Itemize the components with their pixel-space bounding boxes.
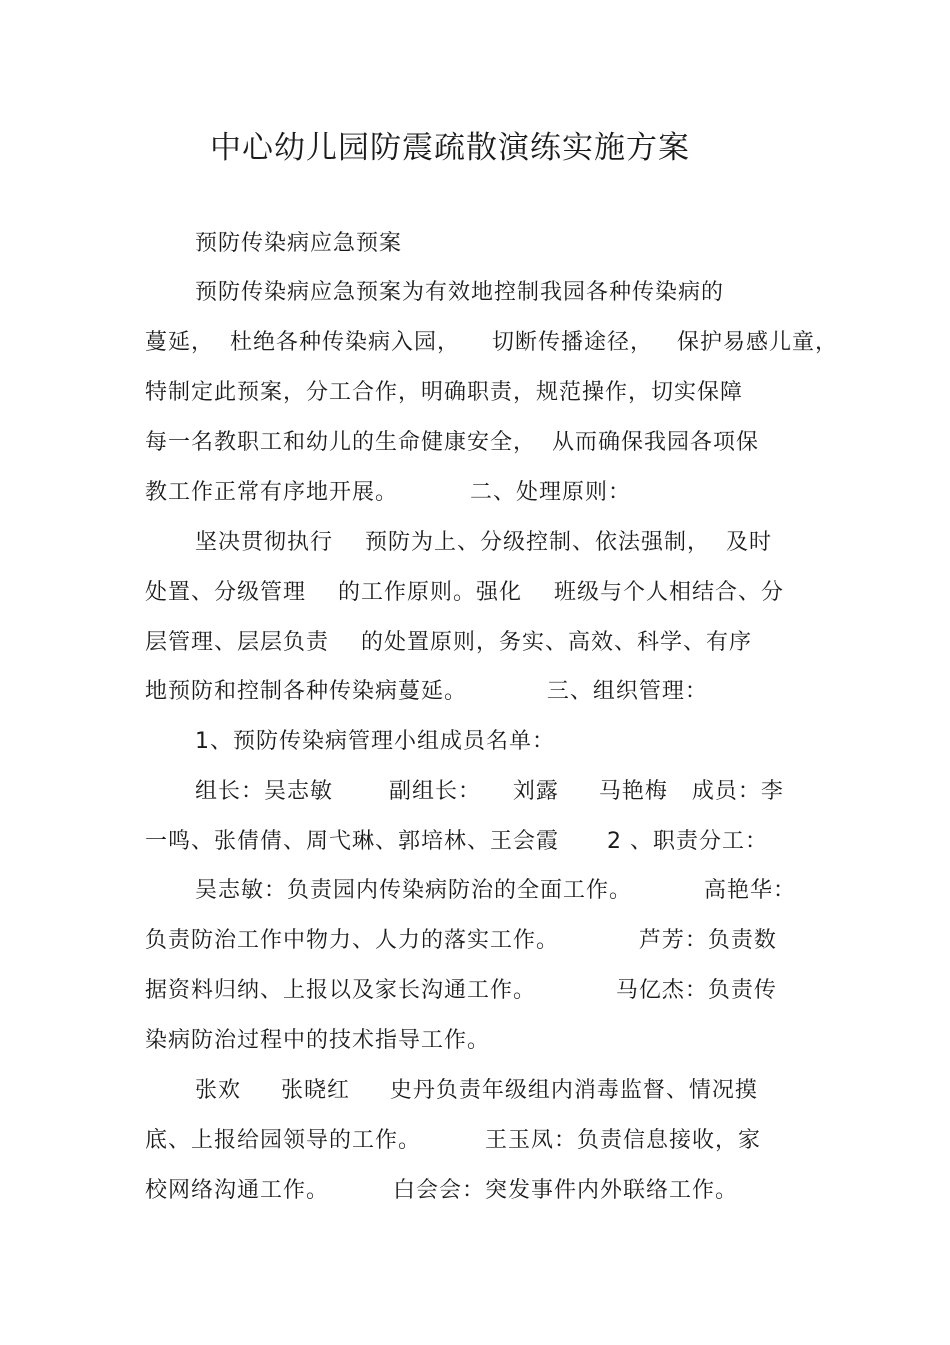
paragraph-line: 染病防治过程中的技术指导工作。 <box>145 1028 491 1053</box>
subtitle-line: 预防传染病应急预案 <box>195 231 403 256</box>
paragraph-line: 特制定此预案，分工合作，明确职责，规范操作，切实保障 <box>145 380 744 405</box>
paragraph-line: 底、上报给园领导的工作。 王玉凤：负责信息接收，家 <box>145 1128 761 1153</box>
paragraph-line: 预防传染病应急预案为有效地控制我园各种传染病的 <box>195 280 725 305</box>
paragraph-line: 负责防治工作中物力、人力的落实工作。 芦芳：负责数 <box>145 928 777 953</box>
paragraph-line: 吴志敏：负责园内传染病防治的全面工作。 高艳华： <box>195 878 796 903</box>
paragraph-line: 组长：吴志敏 副组长： 刘露 马艳梅 成员：李 <box>195 779 784 804</box>
paragraph-line: 一鸣、张倩倩、周弋琳、郭培林、王会霞 2 、职责分工： <box>145 829 768 854</box>
paragraph-line: 蔓延， 杜绝各种传染病入园， 切断传播途径， 保护易感儿童， <box>145 330 838 355</box>
paragraph-line: 张欢 张晓红 史丹负责年级组内消毒监督、情况摸 <box>195 1078 758 1103</box>
paragraph-line: 地预防和控制各种传染病蔓延。 三、组织管理： <box>145 679 708 704</box>
paragraph-line: 处置、分级管理 的工作原则。强化 班级与个人相结合、分 <box>145 580 784 605</box>
paragraph-line: 坚决贯彻执行 预防为上、分级控制、依法强制， 及时 <box>195 530 772 555</box>
document-title: 中心幼儿园防震疏散演练实施方案 <box>210 130 690 166</box>
paragraph-line: 每一名教职工和幼儿的生命健康安全， 从而确保我园各项保 <box>145 430 759 455</box>
paragraph-line: 教工作正常有序地开展。 二、处理原则： <box>145 480 631 505</box>
paragraph-line: 层管理、层层负责 的处置原则，务实、高效、科学、有序 <box>145 630 752 655</box>
paragraph-line: 1、预防传染病管理小组成员名单： <box>195 729 555 754</box>
paragraph-line: 校网络沟通工作。 白会会：突发事件内外联络工作。 <box>145 1178 738 1203</box>
paragraph-line: 据资料归纳、上报以及家长沟通工作。 马亿杰：负责传 <box>145 978 777 1003</box>
